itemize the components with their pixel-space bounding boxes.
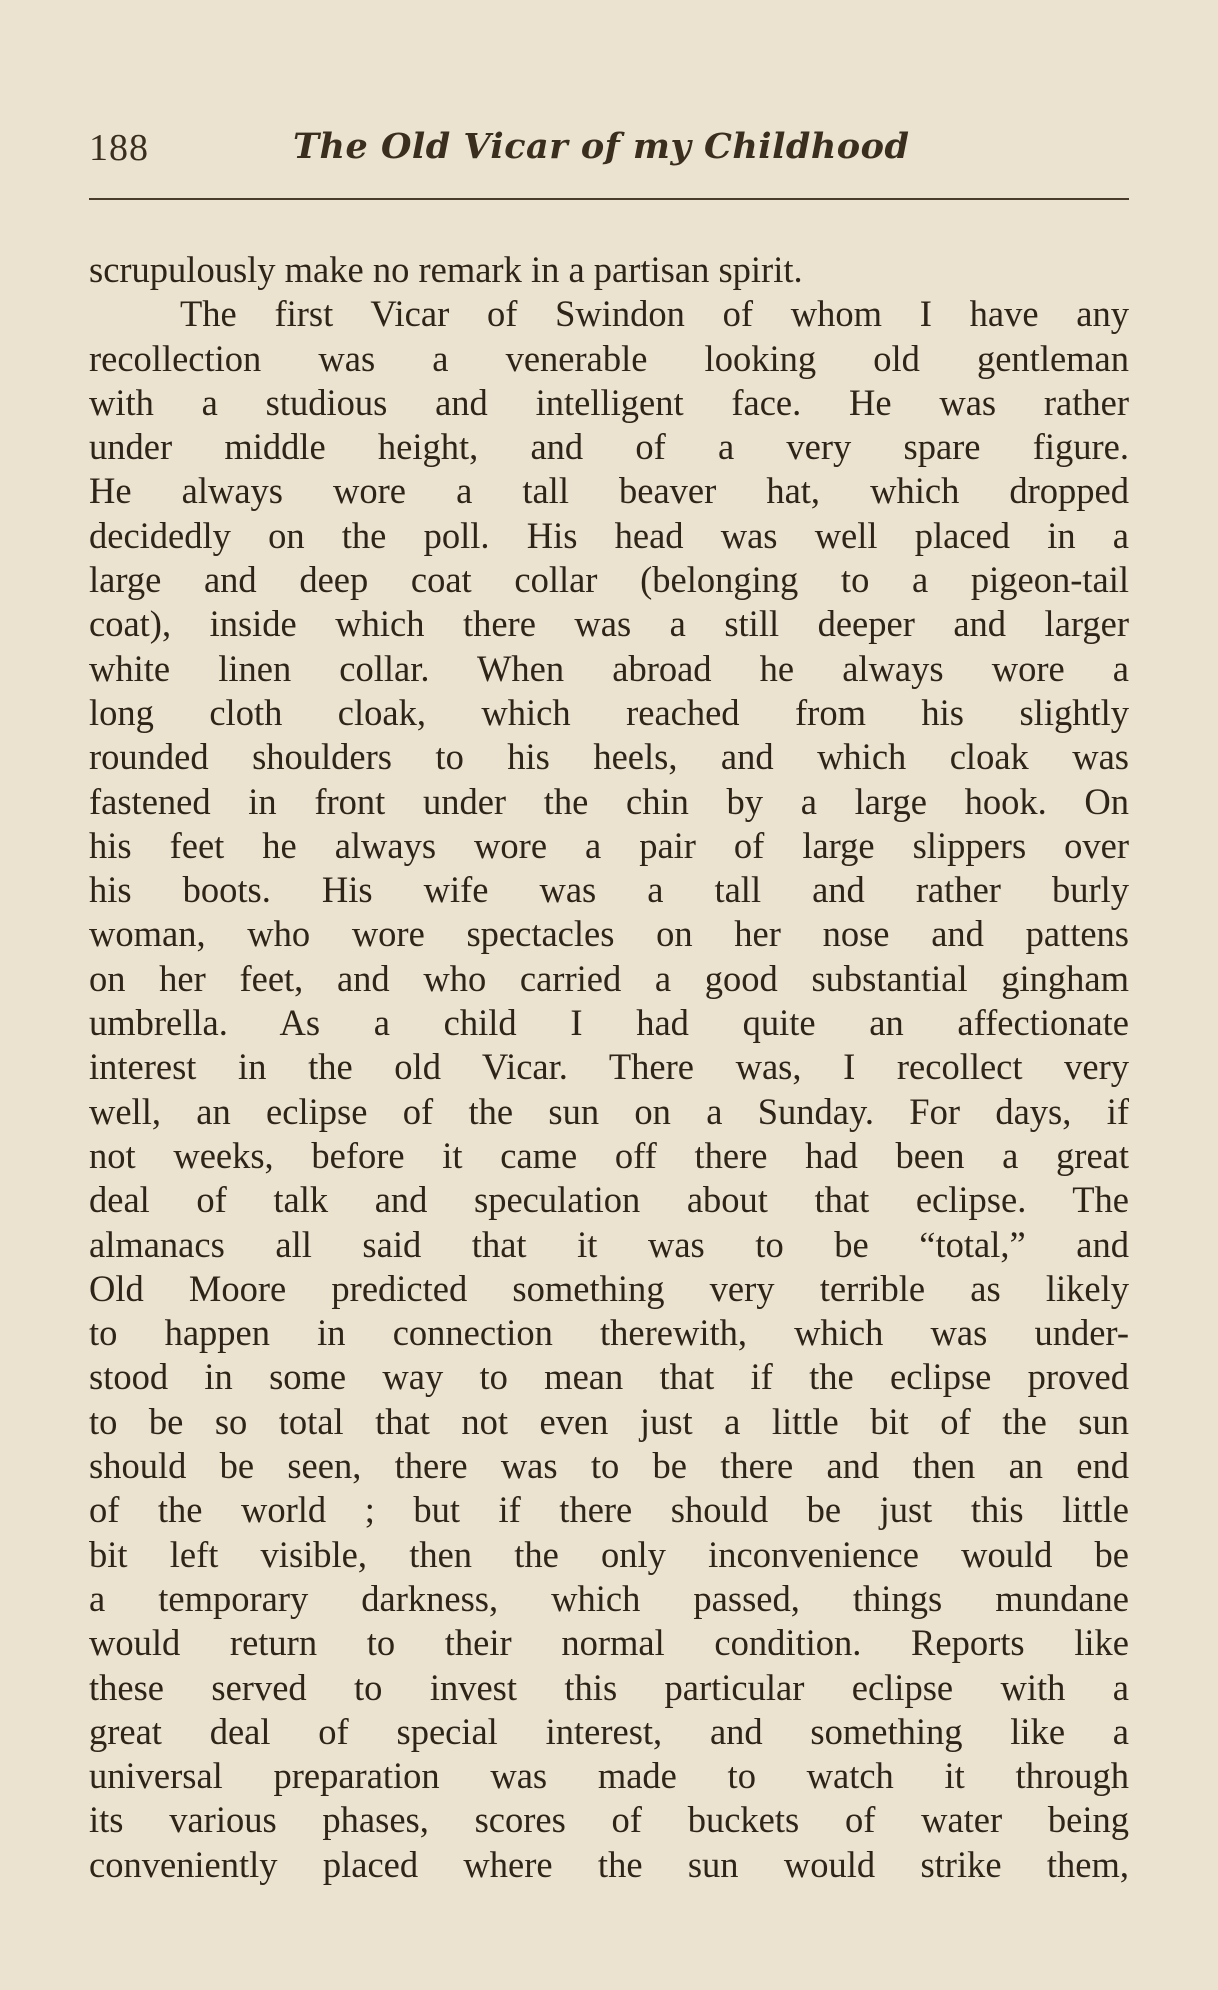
text-line: almanacs all said that it was to be “total,” and xyxy=(89,1223,1129,1265)
text-line: woman, who wore spectacles on her nose and pattens xyxy=(89,913,1129,955)
text-line: not weeks, before it came off there had been a great xyxy=(89,1134,1129,1176)
text-line: He always wore a tall beaver hat, which dropped xyxy=(89,470,1129,512)
text-line: his feet he always wore a pair of large slippers over xyxy=(89,824,1129,866)
text-line: long cloth cloak, which reached from his slightly xyxy=(89,691,1129,733)
text-line: to be so total that not even just a little bit of the sun xyxy=(89,1400,1129,1442)
text-line: its various phases, scores of buckets of water being xyxy=(89,1799,1129,1841)
text-line: decidedly on the poll. His head was well placed in a xyxy=(89,514,1129,556)
text-line: scrupulously make no remark in a partisan spirit. xyxy=(89,249,803,290)
text-line: on her feet, and who carried a good substantial gingham xyxy=(89,957,1129,999)
text-line: these served to invest this particular eclipse with a xyxy=(89,1666,1129,1708)
text-line: with a studious and intelligent face. He was rather xyxy=(89,381,1129,423)
text-line: universal preparation was made to watch it through xyxy=(89,1755,1129,1797)
text-line: Old Moore predicted something very terrible as likely xyxy=(89,1267,1129,1309)
text-line: rounded shoulders to his heels, and which cloak was xyxy=(89,736,1129,778)
text-line: conveniently placed where the sun would strike them, xyxy=(89,1843,1129,1885)
text-line: white linen collar. When abroad he always wore a xyxy=(89,647,1129,689)
text-line: The first Vicar of Swindon of whom I have any xyxy=(180,293,1129,335)
text-line: would return to their normal condition. Reports like xyxy=(89,1622,1129,1664)
text-line: of the world ; but if there should be just this little xyxy=(89,1489,1129,1531)
text-line: under middle height, and of a very spare figure. xyxy=(89,426,1129,468)
text-line: bit left visible, then the only inconvenience would be xyxy=(89,1533,1129,1575)
text-line: stood in some way to mean that if the eclipse proved xyxy=(89,1356,1129,1398)
text-line: a temporary darkness, which passed, things mundane xyxy=(89,1577,1129,1619)
text-line: large and deep coat collar (belonging to a pigeon-tail xyxy=(89,559,1129,601)
text-line: great deal of special interest, and something like a xyxy=(89,1710,1129,1752)
text-line: should be seen, there was to be there and then an end xyxy=(89,1445,1129,1487)
text-line: umbrella. As a child I had quite an affectionate xyxy=(89,1002,1129,1044)
text-line: his boots. His wife was a tall and rather burly xyxy=(89,869,1129,911)
text-line: coat), inside which there was a still deeper and larger xyxy=(89,603,1129,645)
text-line: to happen in connection therewith, which was under- xyxy=(89,1312,1129,1354)
header-rule xyxy=(89,198,1129,200)
text-line: interest in the old Vicar. There was, I recollect very xyxy=(89,1046,1129,1088)
text-line: fastened in front under the chin by a large hook. On xyxy=(89,780,1129,822)
page-number: 188 xyxy=(89,127,149,169)
text-line: deal of talk and speculation about that eclipse. The xyxy=(89,1179,1129,1221)
page-header xyxy=(89,126,1129,186)
running-title: The Old Vicar of my Childhood xyxy=(293,126,910,167)
body-text xyxy=(89,248,1129,1887)
text-line: recollection was a venerable looking old gentleman xyxy=(89,337,1129,379)
text-line: well, an eclipse of the sun on a Sunday. For days, if xyxy=(89,1090,1129,1132)
